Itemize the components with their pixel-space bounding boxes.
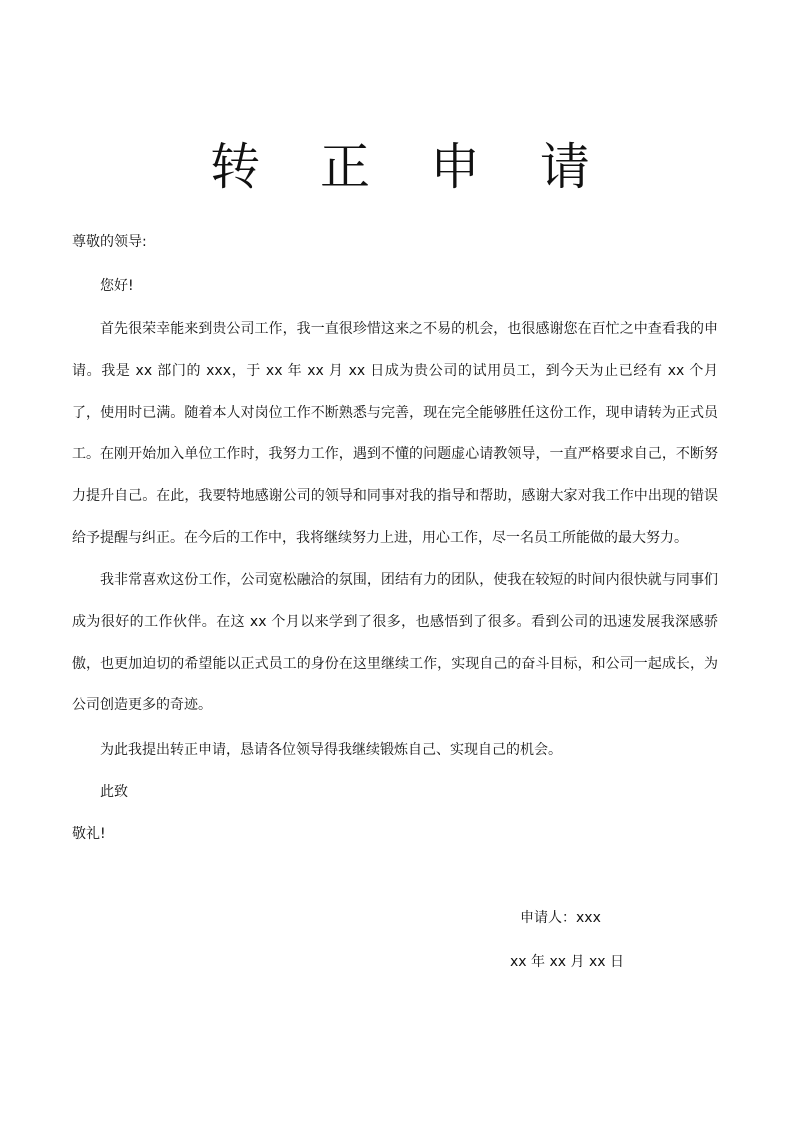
paragraph-introduction: 首先很荣幸能来到贵公司工作，我一直很珍惜这来之不易的机会，也很感谢您在百忙之中查看我的申请。我是 xx 部门的 xxx，于 xx 年 xx 月 xx 日成为贵公司的试用员工，到今天为止已经有 xx 个月了，使用时已满。随着本人对岗位工作不断熟悉与完善，现在完全能够胜任这份工作，现申请转为正式员工。 — [72, 321, 718, 463]
request-line: 为此我提出转正申请，恳请各位领导得我继续锻炼自己、实现自己的机会。 — [100, 742, 562, 758]
paragraph-work-experience: 在刚开始加入单位工作时，我努力工作，遇到不懂的问题虚心请教领导，一直严格要求自己，不断努力提升自己。在此，我要特地感谢公司的领导和同事对我的指导和帮助，感谢大家对我工作中出现的错误给予提醒与纠正。在今后的工作中，我将继续努力上进，用心工作，尽一名员工所能做的最大努力。 — [72, 446, 718, 546]
greeting: 您好! — [100, 278, 134, 294]
paragraph-job-reflection: 我非常喜欢这份工作，公司宽松融洽的氛围，团结有力的团队，使我在较短的时间内很快就与同事们成为很好的工作伙伴。在这 xx 个月以来学到了很多，也感悟到了很多。看到公司的迅速发展我深感骄傲，也更加迫切的希望能以正式员工的身份在这里继续工作，实现自己的奋斗目标，和公司一起成长，为公司创造更多的奇迹。 — [72, 572, 718, 714]
document-title: 转 正 申 请 — [210, 137, 612, 196]
salutation: 尊敬的领导: — [72, 234, 147, 250]
applicant-signature: 申请人：xxx — [520, 910, 601, 926]
regards-line: 敬礼! — [72, 826, 106, 842]
closing-phrase: 此致 — [100, 784, 128, 800]
application-date: xx 年 xx 月 xx 日 — [510, 954, 624, 970]
